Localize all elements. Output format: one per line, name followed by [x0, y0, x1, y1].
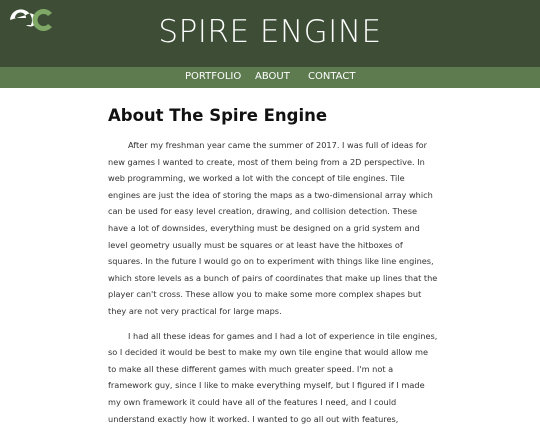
article-content — [108, 105, 438, 435]
article-paragraph: I had all these ideas for games and I had a lot of experience in tile engines, so I decided it would be best to make my own tile engine that would allow me to make all these different games with much greater speed. I'm not a framework guy, since I like to make everything myself, but I figured if I made my own framework it could have all of the features I need, and I could understand exactly how it worked. I wanted to go all out with features, — [108, 330, 438, 424]
main-nav — [0, 67, 540, 88]
nav-item-portfolio[interactable]: PORTFOLIO — [185, 71, 242, 82]
page-title: About The Spire Engine — [108, 106, 328, 125]
nav-item-about[interactable]: ABOUT — [255, 71, 290, 82]
site-header — [0, 0, 540, 67]
site-title: SPIRE ENGINE — [158, 14, 382, 50]
nav-item-contact[interactable]: CONTACT — [308, 71, 356, 82]
article-paragraph: After my freshman year came the summer of 2017. I was full of ideas for new games I wanted to create, most of them being from a 2D perspective. In web programming, we worked a lot with the concept of tile engines. Tile engines are just the idea of storing the maps as a two-dimensional array which can be used for easy level creation, drawing, and collision detection. These have a lot of downsides, everything must be designed on a grid system and level geometry usually must be squares or at least have the hitboxes of squares. In the future I would go on to experiment with things like line engines, which store levels as a bunch of pairs of coordinates that make up lines that the player can't cross. These allow you to make some more complex shapes but they are not very practical for large maps. — [108, 140, 438, 316]
